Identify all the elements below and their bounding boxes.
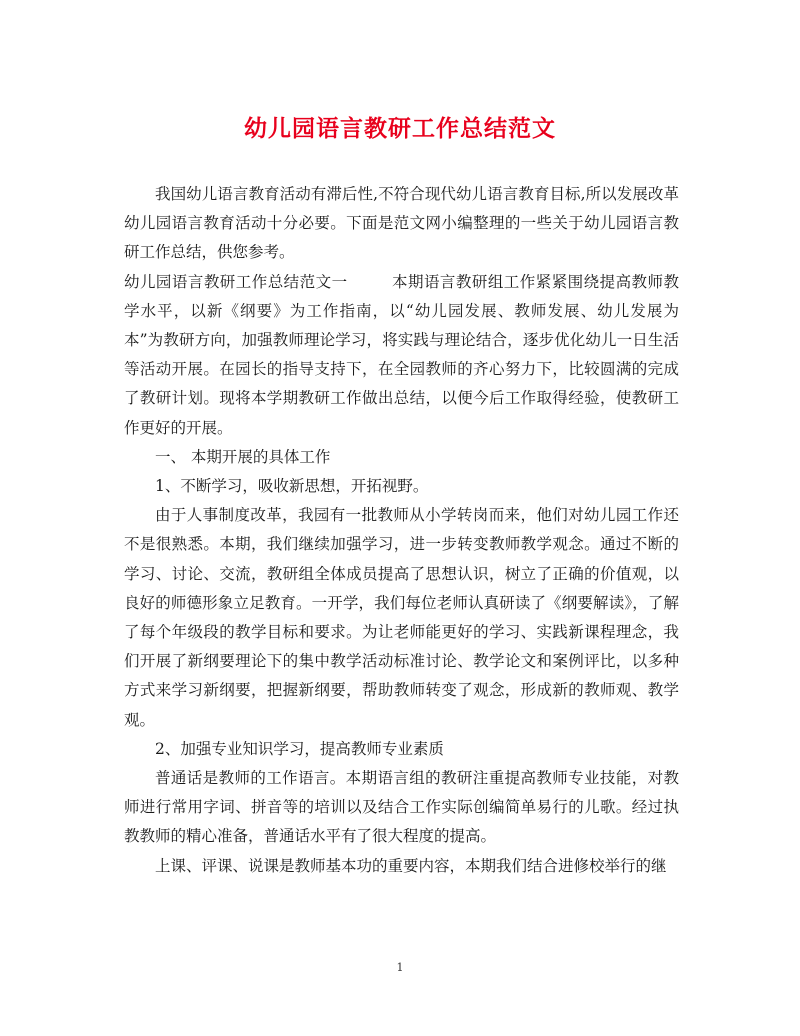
- page-number: 1: [396, 961, 404, 974]
- section-label: 幼儿园语言教研工作总结范文一: [124, 272, 348, 291]
- subheading-2: 2、加强专业知识学习，提高教师专业素质: [155, 739, 444, 758]
- section-intro-text: 本期语言教研组工作紧紧围绕提高教师教学水平，以新《纲要》为工作指南，以“幼儿园发展、教师发展、幼儿发展为本”为教研方向，加强教师理论学习，将实践与理论结合，逐步优化幼儿一日生活等活动开展。在园长的指导支持下，在全园教师的齐心努力下，比较圆满的完成了教研计划。现将本学期教研工作做出总结，以便今后工作取得经验，使教研工作更好的开展。: [124, 272, 679, 437]
- intro-paragraph: 我国幼儿语言教育活动有滞后性,不符合现代幼儿语言教育目标,所以发展改革幼儿园语言教育活动十分必要。下面是范文网小编整理的一些关于幼儿园语言教研工作总结，供您参考。: [124, 185, 679, 262]
- section-intro-paragraph: [124, 268, 679, 443]
- subheading-1: 1、不断学习，吸收新思想，开拓视野。: [155, 477, 429, 496]
- paragraph-2: 普通话是教师的工作语言。本期语言组的教研注重提高教师专业技能，对教师进行常用字词、拼音等的培训以及结合工作实际创编简单易行的儿歌。经过执教教师的精心准备，普通话水平有了很大程度的提高。: [124, 769, 679, 846]
- paragraph-1: 由于人事制度改革，我园有一批教师从小学转岗而来，他们对幼儿园工作还不是很熟悉。本期，我们继续加强学习，进一步转变教师教学观念。通过不断的学习、讨论、交流，教研组全体成员提高了思想认识，树立了正确的价值观，以良好的师德形象立足教育。一开学，我们每位老师认真研读了《纲要解读》，了解了每个年级段的教学目标和要求。为让老师能更好的学习、实践新课程理念，我们开展了新纲要理论下的集中教学活动标准讨论、教学论文和案例评比，以多种方式来学习新纲要，把握新纲要，帮助教师转变了观念，形成新的教师观、教学观。: [124, 506, 679, 729]
- document-title: 幼儿园语言教研工作总结范文: [244, 116, 556, 142]
- paragraph-3: 上课、评课、说课是教师基本功的重要内容，本期我们结合进修校举行的继: [155, 856, 667, 875]
- heading-1: 一、 本期开展的具体工作: [155, 447, 331, 466]
- document-body: [124, 180, 679, 881]
